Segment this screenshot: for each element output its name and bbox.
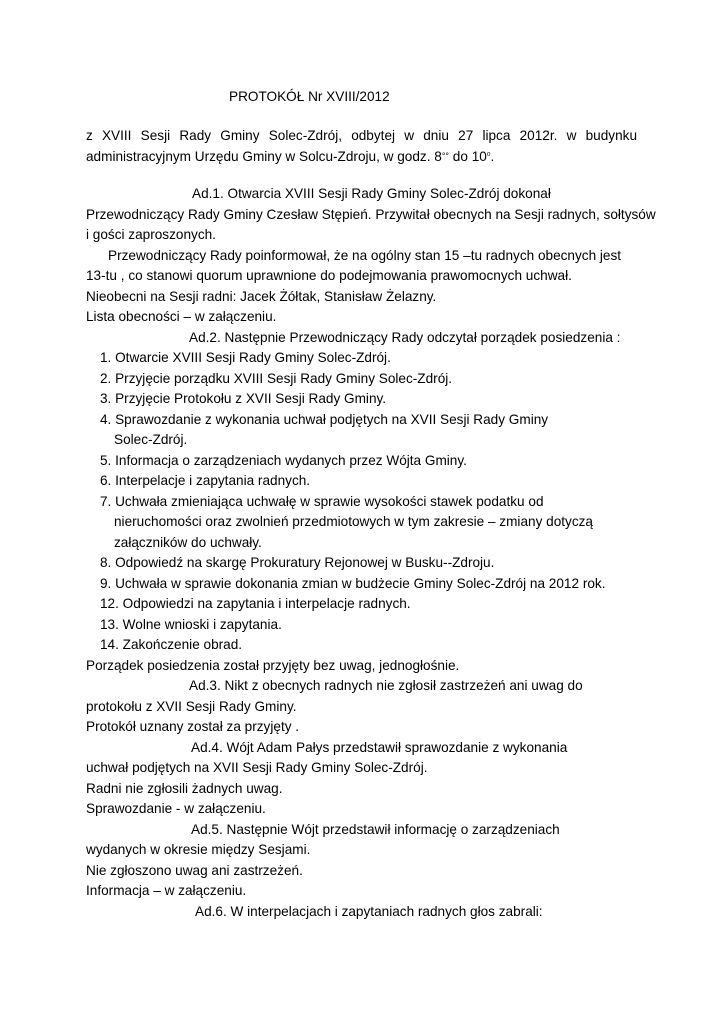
text-line: i gości zaproszonych. [86,227,216,242]
ad3-heading-line: Ad.3. Nikt z obecnych radnych nie zgłosił zastrzeżeń ani uwag do [189,678,583,693]
list-item: 12. Odpowiedzi na zapytania i interpelacje radnych. [100,596,411,611]
text-line: Porządek posiedzenia został przyjęty bez uwag, jednogłośnie. [86,658,460,673]
document-title: PROTOKÓŁ Nr XVIII/2012 [229,89,390,104]
list-item: 2. Przyjęcie porządku XVIII Sesji Rady Gminy Solec-Zdrój. [100,371,453,386]
ad1-heading-line: Ad.1. Otwarcia XVIII Sesji Rady Gminy Solec-Zdrój dokonał [192,186,551,201]
list-item: 4. Sprawozdanie z wykonania uchwał podjętych na XVII Sesji Rady Gminy [100,412,549,427]
intro-line-2 [86,148,494,166]
list-item: 6. Interpelacje i zapytania radnych. [100,473,311,488]
text-line: Nieobecni na Sesji radni: Jacek Żółtak, Stanisław Żelazny. [86,289,437,304]
intro-end-minutes: ⁰ [486,151,491,161]
list-item: 5. Informacja o zarządzeniach wydanych przez Wójta Gminy. [100,453,467,468]
list-item-continuation: nieruchomości oraz zwolnień przedmiotowych w tym zakresie – zmiany dotyczą [114,514,593,529]
ad5-heading-line: Ad.5. Następnie Wójt przedstawił informację o zarządzeniach [191,822,560,837]
text-line: protokołu z XVII Sesji Rady Gminy. [86,699,297,714]
text-line: Radni nie zgłosili żadnych uwag. [86,781,283,796]
list-item: 14. Zakończenie obrad. [100,637,243,652]
list-item: 9. Uchwała w sprawie dokonania zmian w budżecie Gminy Solec-Zdrój na 2012 rok. [100,576,606,591]
text-line: Przewodniczący Rady Gminy Czesław Stępień. Przywitał obecnych na Sesji radnych, sołtysów [86,207,656,222]
ad6-heading-line: Ad.6. W interpelacjach i zapytaniach radnych głos zabrali: [195,904,543,919]
intro-start-minutes: °° [441,151,450,161]
intro-line-1: z XVIII Sesji Rady Gminy Solec-Zdrój, odbytej w dniu 27 lipca 2012r. w budynku [86,128,637,143]
intro-line-2-mid: do 10 [449,149,487,164]
list-item-continuation: załączników do uchwały. [114,535,262,550]
list-item-continuation: Solec-Zdrój. [114,432,188,447]
ad2-heading-line: Ad.2. Następnie Przewodniczący Rady odczytał porządek posiedzenia : [189,330,621,345]
ad4-heading-line: Ad.4. Wójt Adam Pałys przedstawił sprawozdanie z wykonania [191,740,568,755]
text-line: Sprawozdanie - w załączeniu. [86,801,266,816]
text-line: uchwał podjętych na XVII Sesji Rady Gminy Solec-Zdrój. [86,760,428,775]
list-item: 1. Otwarcie XVIII Sesji Rady Gminy Solec-Zdrój. [100,350,391,365]
text-line: 13-tu , co stanowi quorum uprawnione do podejmowania prawomocnych uchwał. [86,268,572,283]
intro-line-2-text: administracyjnym Urzędu Gminy w Solcu-Zdroju, w godz. 8 [86,149,442,164]
text-line: Nie zgłoszono uwag ani zastrzeżeń. [86,863,303,878]
text-line: Lista obecności – w załączeniu. [86,309,277,324]
list-item: 8. Odpowiedź na skargę Prokuratury Rejonowej w Busku--Zdroju. [100,555,495,570]
text-line: Protokół uznany został za przyjęty . [86,719,300,734]
list-item: 7. Uchwała zmieniająca uchwałę w sprawie wysokości stawek podatku od [100,494,544,509]
text-line: wydanych w okresie między Sesjami. [86,842,311,857]
text-line: Informacja – w załączeniu. [86,883,247,898]
text-line: Przewodniczący Rady poinformował, że na ogólny stan 15 –tu radnych obecnych jest [108,248,622,263]
list-item: 13. Wolne wnioski i zapytania. [100,617,282,632]
list-item: 3. Przyjęcie Protokołu z XVII Sesji Rady Gminy. [100,391,387,406]
intro-line-2-end: . [490,149,495,164]
